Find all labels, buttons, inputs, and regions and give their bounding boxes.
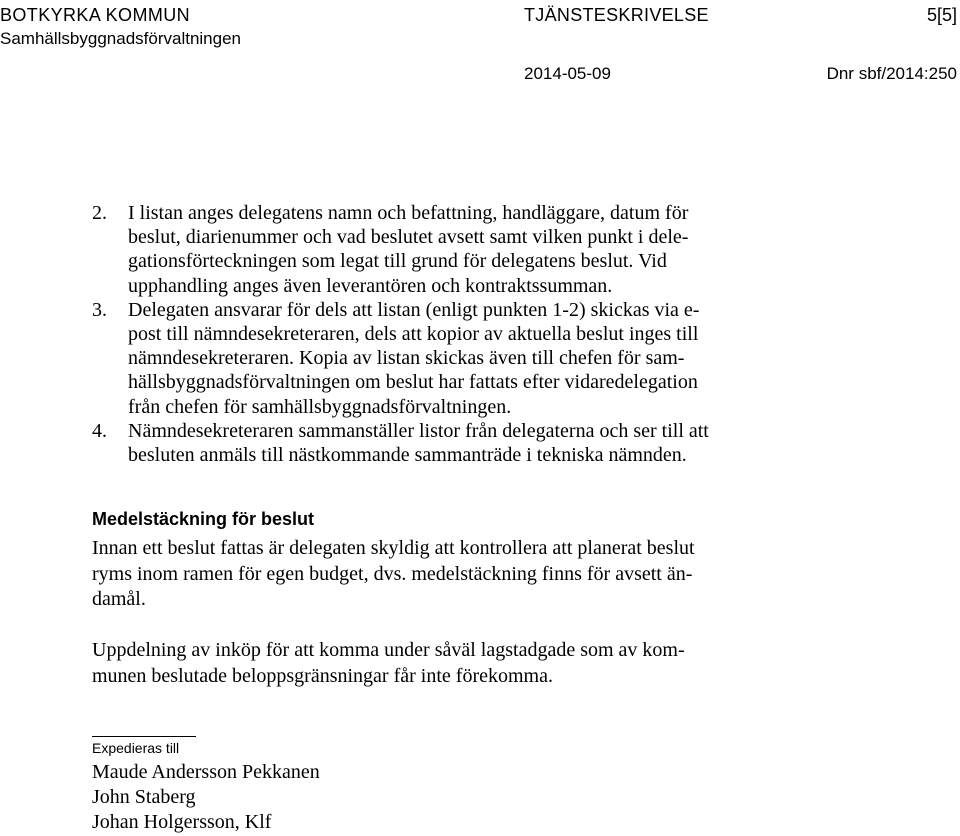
recipient-list: [92, 760, 320, 835]
list-item-line: Nämndesekreteraren sammanställer listor från delegaterna och ser till att: [128, 419, 709, 442]
list-item-line: Delegaten ansvarar för dels att listan (enligt punkten 1-2) skickas via e-: [128, 298, 700, 321]
list-item-line: post till nämndesekreteraren, dels att kopior av aktuella beslut inges till: [128, 323, 699, 346]
list-item-line: gationsförteckningen som legat till grund för delegatens beslut. Vid: [128, 250, 667, 273]
numbered-list: [92, 201, 832, 467]
list-item-line: nämndesekreteraren. Kopia av listan skickas även till chefen för sam-: [128, 347, 685, 370]
list-item-line: från chefen för samhällsbyggnadsförvaltningen.: [128, 395, 512, 418]
paragraph-line: Innan ett beslut fattas är delegaten skyldig att kontrollera att planerat beslut: [92, 537, 695, 559]
distribution-separator: [92, 736, 196, 737]
list-item-number: 3.: [92, 298, 107, 321]
list-item-line: beslut, diarienummer och vad beslutet avsett samt vilken punkt i dele-: [128, 226, 689, 249]
list-item-line: hällsbyggnadsförvaltningen om beslut har fattats efter vidaredelegation: [128, 371, 698, 394]
department-name: Samhällsbyggnadsförvaltningen: [0, 29, 241, 48]
list-item-line: I listan anges delegatens namn och befattning, handläggare, datum för: [128, 202, 689, 224]
recipient-name: Maude Andersson Pekkanen: [92, 761, 320, 783]
section-heading: Medelstäckning för beslut: [92, 509, 315, 529]
paragraph-line: ryms inom ramen för egen budget, dvs. medelstäckning finns för avsett än-: [92, 562, 693, 585]
list-item-line: besluten anmäls till nästkommande sammanträde i tekniska nämnden.: [128, 444, 687, 467]
organization-name: BOTKYRKA KOMMUN: [0, 5, 191, 25]
list-item: [92, 419, 832, 467]
document-type: TJÄNSTESKRIVELSE: [524, 5, 709, 25]
document-date: 2014-05-09: [524, 64, 611, 83]
paragraph-budget: [92, 536, 812, 613]
recipient-name: John Staberg: [92, 786, 196, 808]
list-item: [92, 298, 832, 419]
paragraph-line: munen beslutade beloppsgränsningar får inte förekomma.: [92, 664, 553, 687]
paragraph-line: Uppdelning av inköp för att komma under såväl lagstadgade som av kom-: [92, 639, 685, 661]
distribution-label: Expedieras till: [92, 740, 180, 756]
list-item: [92, 201, 832, 298]
list-item-number: 2.: [92, 202, 107, 224]
recipient-name: Johan Holgersson, Klf: [92, 811, 272, 833]
paragraph-procurement: [92, 638, 812, 689]
diary-number: Dnr sbf/2014:250: [826, 64, 957, 83]
paragraph-line: damål.: [92, 588, 146, 610]
list-item-line: upphandling anges även leverantören och kontraktssumman.: [128, 274, 613, 297]
page-number: 5[5]: [926, 5, 957, 25]
list-item-number: 4.: [92, 419, 107, 442]
